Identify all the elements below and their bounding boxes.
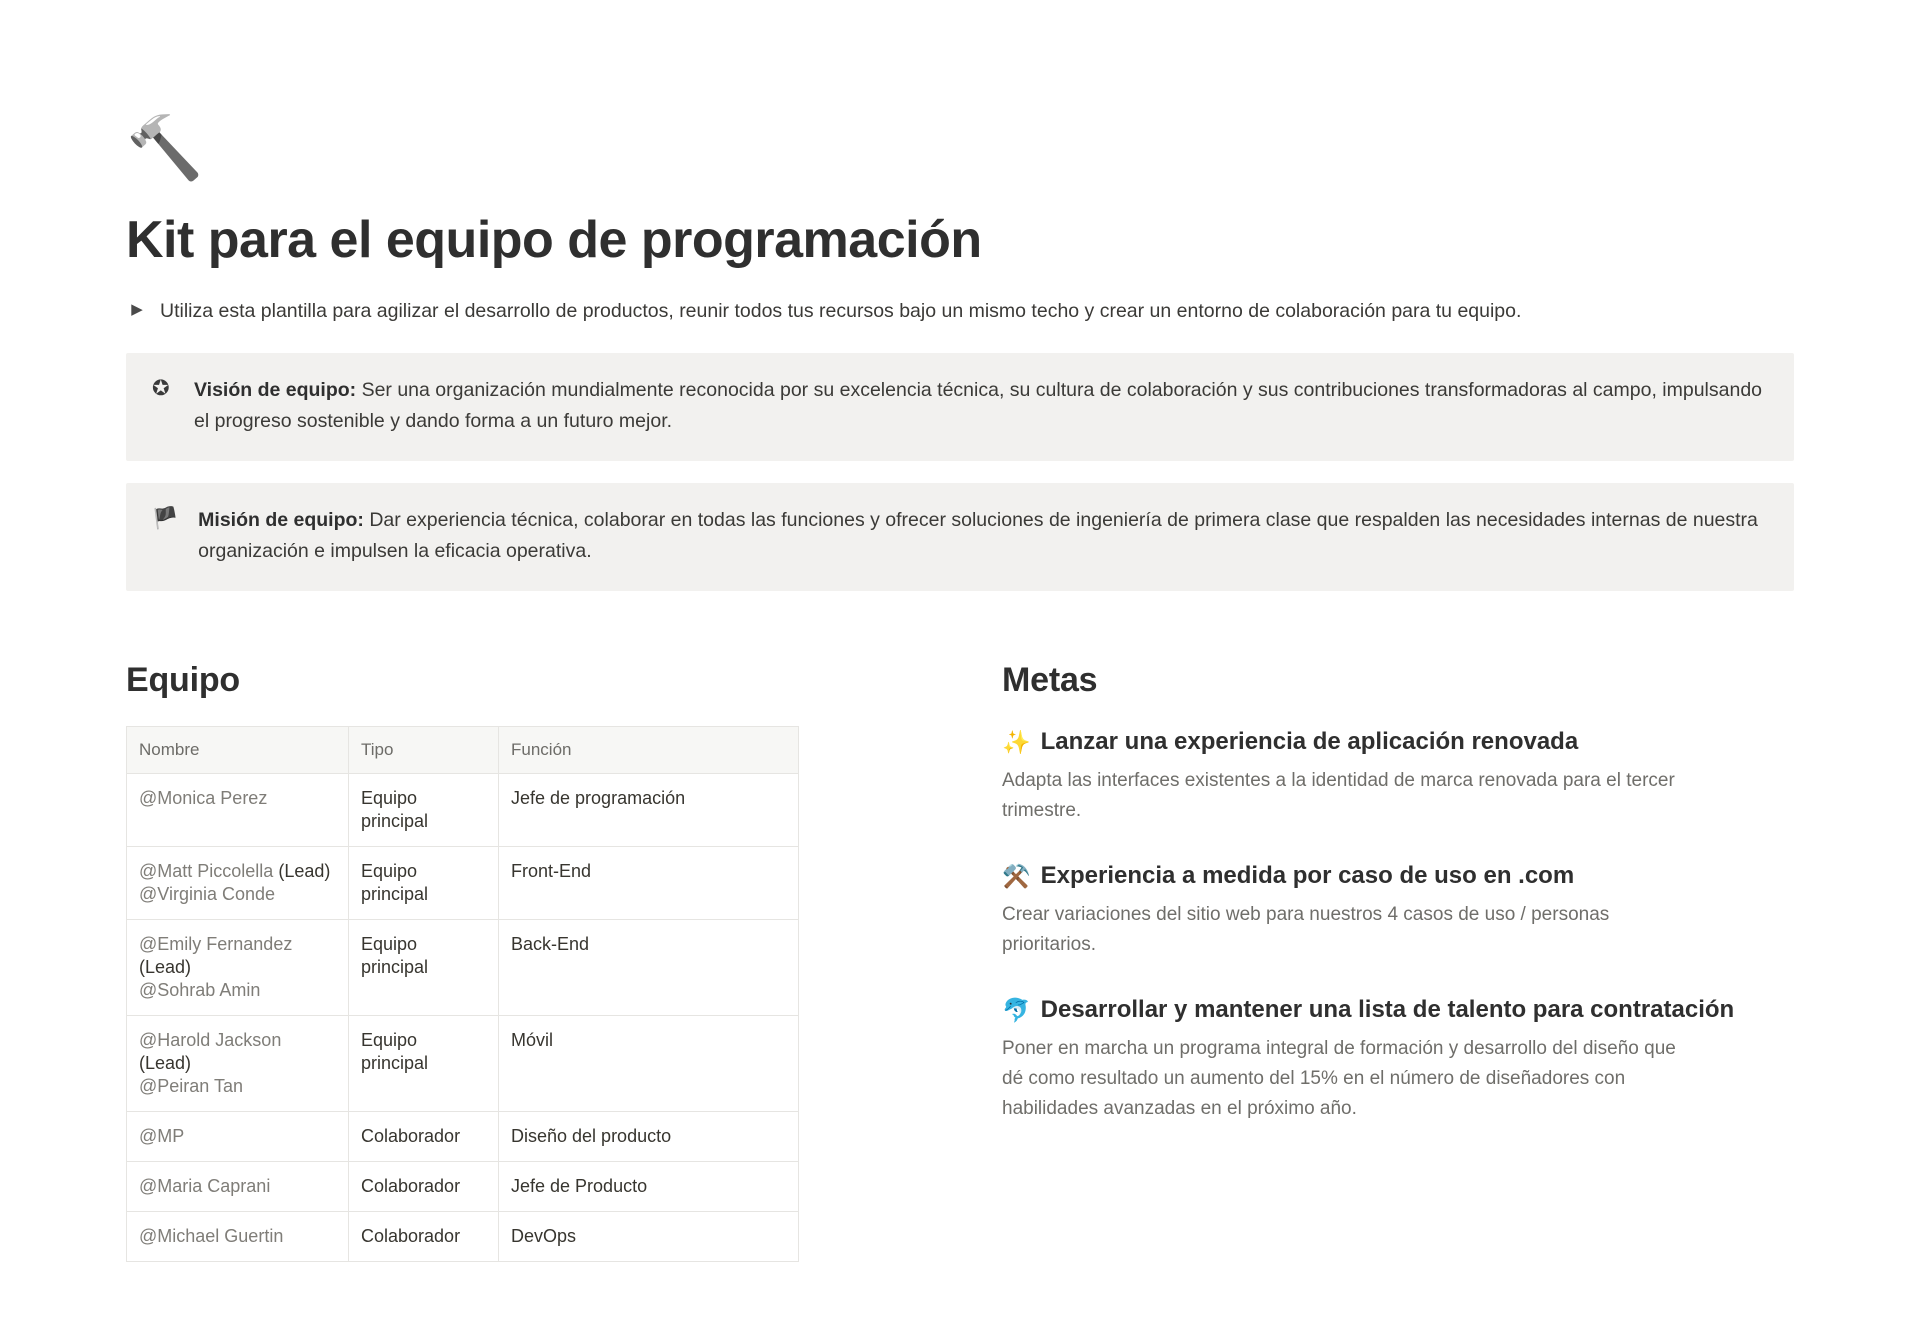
person-mention[interactable]: @Matt Piccolella [139,861,274,882]
cell-nombre[interactable] [127,1162,349,1212]
callout-vision-body: Ser una organización mundialmente reconocida por su excelencia técnica, su cultura de colaboración y sus contribuciones transformadoras al campo, impulsando el progreso sostenible y dando forma a un futuro mejor. [194,379,1763,433]
cell-funcion[interactable]: Jefe de programación [499,774,799,847]
cell-nombre[interactable] [127,1016,349,1112]
goal-description: Poner en marcha un programa integral de formación y desarrollo del diseño que dé como resultado un aumento del 15% en el número de diseñadores con habilidades avanzadas en el próximo año. [1002,1038,1676,1120]
flag-icon: 🏴 [152,507,179,531]
cell-nombre[interactable] [127,1112,349,1162]
table-row[interactable] [127,1162,799,1212]
cell-funcion[interactable]: Jefe de Producto [499,1162,799,1212]
hammer-icon: 🔨 [126,114,204,183]
cell-funcion[interactable]: Móvil [499,1016,799,1112]
two-column-layout [126,661,1794,1262]
table-row[interactable] [127,1212,799,1262]
table-row[interactable] [127,920,799,1016]
intro-toggle-block[interactable] [126,297,1794,325]
cell-funcion[interactable]: Diseño del producto [499,1112,799,1162]
cell-nombre[interactable] [127,920,349,1016]
person-mention[interactable]: @MP [139,1126,185,1147]
column-header-funcion[interactable]: Función [499,727,799,774]
cell-tipo[interactable]: Equipo principal [349,774,499,847]
goal-title-text: Experiencia a medida por caso de uso en .com [1040,862,1575,890]
goal-emoji-icon: ✨ [1002,729,1031,756]
table-row[interactable] [127,847,799,920]
team-section-title: Equipo [126,661,240,700]
column-header-tipo[interactable]: Tipo [349,727,499,774]
person-mention[interactable]: @Emily Fernandez [139,934,293,955]
goal-description: Crear variaciones del sitio web para nuestros 4 casos de uso / personas prioritarios. [1002,904,1610,956]
goals-section-title: Metas [1002,661,1098,700]
lead-tag: (Lead) [139,1053,192,1074]
page-title: Kit para el equipo de programación [126,211,982,269]
table-row[interactable] [127,1016,799,1112]
star-badge-icon: ✪ [152,377,170,401]
goal-emoji-icon: 🐬 [1002,997,1031,1024]
cell-tipo[interactable]: Colaborador [349,1212,499,1262]
table-header-row [127,727,799,774]
chevron-right-icon[interactable]: ▶ [131,301,143,319]
person-mention[interactable]: @Peiran Tan [139,1076,244,1097]
goal-title-text: Desarrollar y mantener una lista de talento para contratación [1040,996,1735,1024]
cell-tipo[interactable]: Equipo principal [349,920,499,1016]
cell-tipo[interactable]: Colaborador [349,1162,499,1212]
cell-nombre[interactable] [127,847,349,920]
goal-title-text: Lanzar una experiencia de aplicación renovada [1040,728,1579,756]
cell-funcion[interactable]: Front-End [499,847,799,920]
person-mention[interactable]: @Maria Caprani [139,1176,271,1197]
person-mention[interactable]: @Sohrab Amin [139,980,261,1001]
table-row[interactable] [127,1112,799,1162]
callout-vision-label: Visión de equipo: [194,379,357,402]
cell-tipo[interactable]: Equipo principal [349,1016,499,1112]
lead-tag: (Lead) [139,957,192,978]
callout-mission [126,483,1794,591]
team-table [126,726,799,1262]
person-mention[interactable]: @Monica Perez [139,788,268,809]
callout-mission-body: Dar experiencia técnica, colaborar en todas las funciones y ofrecer soluciones de ingeniería de primera clase que respalden las necesidades internas de nuestra organización e impulsen la eficacia operativa. [198,509,1758,563]
intro-toggle-label: Utiliza esta plantilla para agilizar el desarrollo de productos, reunir todos tus recursos bajo un mismo techo y crear un entorno de colaboración para tu equipo. [160,300,1522,323]
cell-funcion[interactable]: Back-End [499,920,799,1016]
goal-emoji-icon: ⚒️ [1002,863,1031,890]
column-header-nombre[interactable]: Nombre [127,727,349,774]
callout-mission-label: Misión de equipo: [198,509,364,532]
goal-title [1002,994,1794,1026]
person-mention[interactable]: @Michael Guertin [139,1226,284,1247]
goals-column [1002,661,1794,1262]
callout-vision-text [194,375,1768,437]
callout-vision [126,353,1794,461]
lead-tag: (Lead) [273,861,331,882]
callout-mission-text [198,505,1768,567]
goal-item [1002,860,1794,960]
goal-title [1002,860,1794,892]
goal-title [1002,726,1794,758]
goal-item [1002,726,1794,826]
person-mention[interactable]: @Virginia Conde [139,884,276,905]
cell-tipo[interactable]: Equipo principal [349,847,499,920]
cell-funcion[interactable]: DevOps [499,1212,799,1262]
person-mention[interactable]: @Harold Jackson [139,1030,282,1051]
goal-item [1002,994,1794,1124]
goal-description: Adapta las interfaces existentes a la identidad de marca renovada para el tercer trimestre. [1002,770,1675,822]
team-column [126,661,916,1262]
table-row[interactable] [127,774,799,847]
document-page [0,114,1920,1262]
cell-nombre[interactable] [127,774,349,847]
cell-tipo[interactable]: Colaborador [349,1112,499,1162]
cell-nombre[interactable] [127,1212,349,1262]
